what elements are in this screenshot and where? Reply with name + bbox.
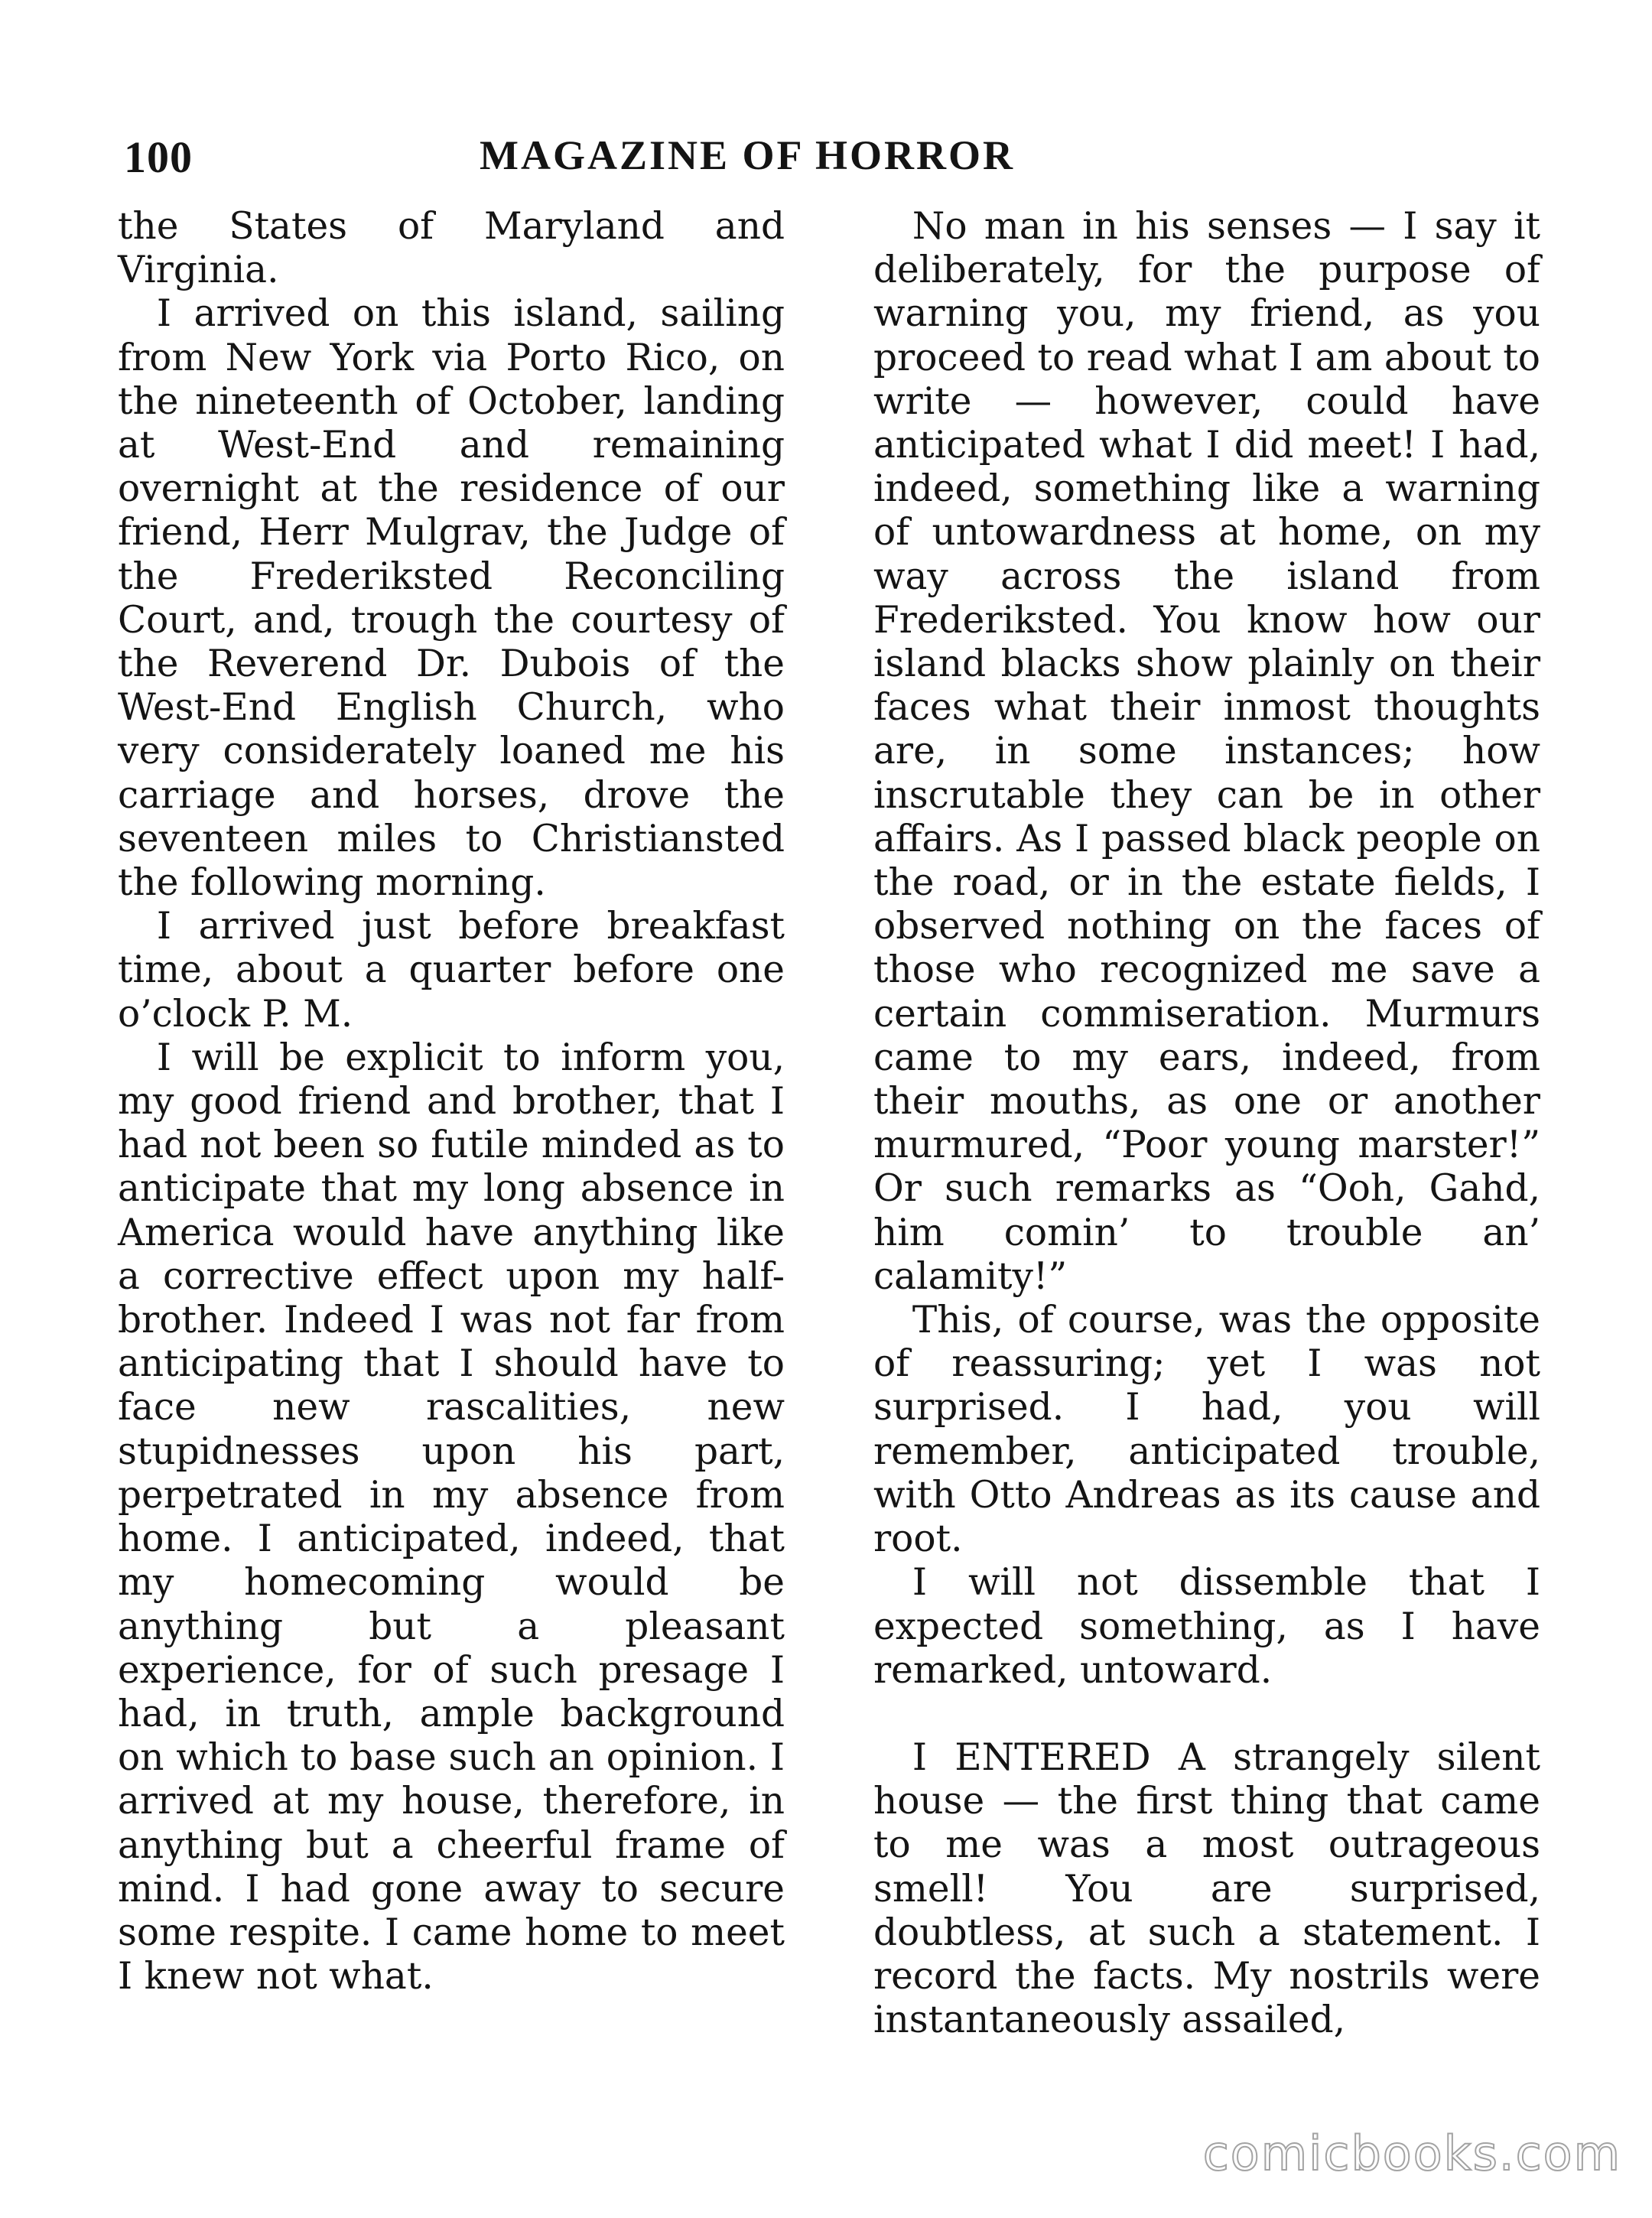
section-start-paragraph: I ENTERED A strangely silent house — the first thing that came to me was a most outrageous smell! You are surprised, doubtless, at such a statement. I record the facts. My nostrils were instantaneously assailed, (873, 1735, 1540, 2042)
watermark-logo: comicbooks.com (1202, 2125, 1621, 2181)
paragraph: I will not dissemble that I expected something, as I have remarked, untoward. (873, 1561, 1540, 1692)
left-column (118, 205, 785, 1998)
paragraph: I will be explicit to inform you, my good friend and brother, that I had not been so futile minded as to anticipate that my long absence in America would have anything like a corrective effect upon my half-brother. Indeed I was not far from anticipating that I should have to face new rascalities, new stupidnesses upon his part, perpetrated in my absence from home. I anticipated, indeed, that my homecoming would be anything but a pleasant experience, for of such presage I had, in truth, ample background on which to base such an opinion. I arrived at my house, therefore, in anything but a cheerful frame of mind. I had gone away to secure some respite. I came home to meet I knew not what. (118, 1036, 785, 1998)
page-header (124, 132, 1546, 185)
paragraph: I arrived on this island, sailing from New York via Porto Rico, on the nineteenth of October, landing at West-End and remaining overnight at the residence of our friend, Herr Mulgrav, the Judge of the Frederiksted Reconciling Court, and, trough the courtesy of the Reverend Dr. Dubois of the West-End English Church, who very considerately loaned me his carriage and horses, drove the seventeen miles to Christiansted the following morning. (118, 292, 785, 905)
paragraph: I arrived just before breakfast time, about a quarter before one o’clock P. M. (118, 905, 785, 1036)
running-title: MAGAZINE OF HORROR (480, 132, 1015, 178)
right-column (873, 205, 1540, 2042)
paragraph: the States of Maryland and Virginia. (118, 205, 785, 292)
paragraph: This, of course, was the opposite of reassuring; yet I was not surprised. I had, you will remember, anticipated trouble, with Otto Andreas as its cause and root. (873, 1299, 1540, 1561)
page-number: 100 (124, 132, 193, 182)
paragraph: No man in his senses — I say it deliberately, for the purpose of warning you, my friend, as you proceed to read what I am about to write — however, could have anticipated what I did meet! I had, indeed, something like a warning of untowardness at home, on my way across the island from Frederiksted. You know how our island blacks show plainly on their faces what their inmost thoughts are, in some instances; how inscrutable they can be in other affairs. As I passed black people on the road, or in the estate fields, I observed nothing on the faces of those who recognized me save a certain commiseration. Murmurs came to my ears, indeed, from their mouths, as one or another murmured, “Poor young marster!” Or such remarks as “Ooh, Gahd, him comin’ to trouble an’ calamity!” (873, 205, 1540, 1298)
